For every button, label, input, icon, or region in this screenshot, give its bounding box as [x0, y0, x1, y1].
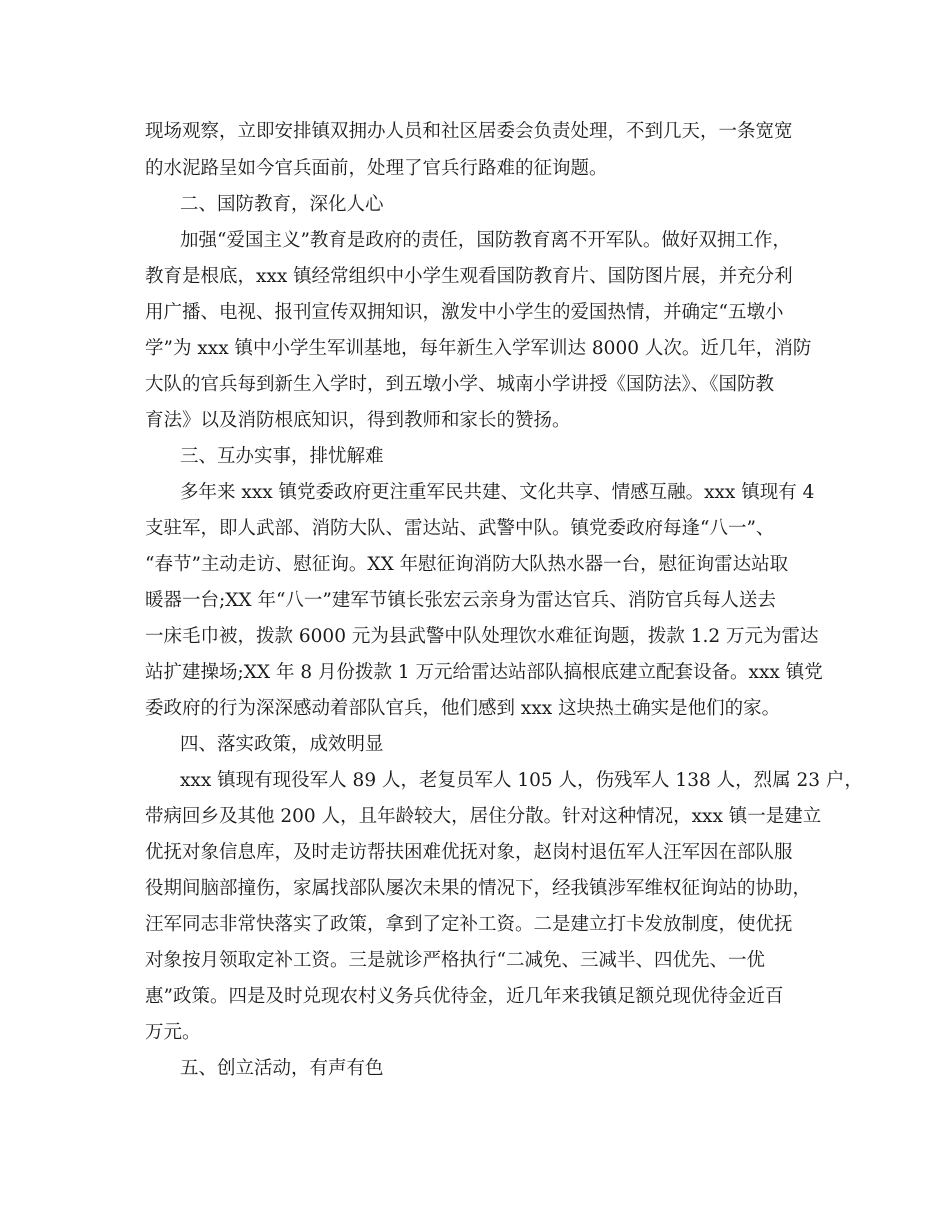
- section-heading: 五、创立活动，有声有色: [180, 1058, 384, 1079]
- body-line: 现场观察，立即安排镇双拥办人员和社区居委会负责处理，不到几天，一条宽宽: [145, 121, 793, 142]
- body-line: 用广播、电视、报刊宣传双拥知识，激发中小学生的爱国热情，并确定“五墩小: [145, 302, 784, 323]
- body-line: 一床毛巾被，拨款 6000 元为县武警中队处理饮水难征询题，拨款 1.2 万元为雷达: [145, 626, 819, 647]
- body-line: 支驻军，即人武部、消防大队、雷达站、武警中队。镇党委政府每逢“八一”、: [145, 518, 775, 539]
- body-line: 万元。: [145, 1022, 201, 1043]
- body-line: 的水泥路呈如今官兵面前，处理了官兵行路难的征询题。: [145, 158, 608, 179]
- body-line: 汪军同志非常快落实了政策，拿到了定补工资。二是建立打卡发放制度，使优抚: [145, 914, 793, 935]
- body-line: 暖器一台;XX 年“八一”建军节镇长张宏云亲身为雷达官兵、消防官兵每人送去: [145, 590, 776, 611]
- body-line: 多年来 xxx 镇党委政府更注重军民共建、文化共享、情感互融。xxx 镇现有 4: [180, 482, 815, 503]
- section-heading: 四、落实政策，成效明显: [180, 734, 384, 755]
- body-line: 优抚对象信息库，及时走访帮扶困难优抚对象，赵岗村退伍军人汪军因在部队服: [145, 842, 793, 863]
- body-line: 对象按月领取定补工资。三是就诊严格执行“二减免、三减半、四优先、一优: [145, 950, 765, 971]
- body-line: 带病回乡及其他 200 人，且年龄较大，居住分散。针对这种情况，xxx 镇一是建立: [145, 806, 822, 827]
- body-line: 育法》以及消防根底知识，得到教师和家长的赞扬。: [145, 410, 571, 431]
- body-line: 学”为 xxx 镇中小学生军训基地，每年新生入学军训达 8000 人次。近几年，消防: [145, 338, 812, 359]
- body-line: xxx 镇现有现役军人 89 人，老复员军人 105 人，伤残军人 138 人，烈属 23 户，: [180, 770, 863, 791]
- body-line: 站扩建操场;XX 年 8 月份拨款 1 万元给雷达站部队搞根底建立配套设备。xxx 镇党: [145, 662, 823, 683]
- section-heading: 三、互办实事，排忧解难: [180, 446, 384, 467]
- body-line: 委政府的行为深深感动着部队官兵，他们感到 xxx 这块热土确实是他们的家。: [145, 698, 781, 719]
- body-line: 惠”政策。四是及时兑现农村义务兵优待金，近几年来我镇足额兑现优待金近百: [145, 986, 784, 1007]
- body-line: “春节”主动走访、慰征询。XX 年慰征询消防大队热水器一台，慰征询雷达站取: [145, 554, 789, 575]
- body-line: 教育是根底，xxx 镇经常组织中小学生观看国防教育片、国防图片展，并充分利: [145, 266, 793, 287]
- body-line: 加强“爱国主义”教育是政府的责任，国防教育离不开军队。做好双拥工作，: [180, 230, 791, 251]
- section-heading: 二、国防教育，深化人心: [180, 194, 384, 215]
- body-line: 役期间脑部撞伤，家属找部队屡次未果的情况下，经我镇涉军维权征询站的协助，: [145, 878, 812, 899]
- body-line: 大队的官兵每到新生入学时，到五墩小学、城南小学讲授《国防法》、《国防教: [145, 374, 775, 395]
